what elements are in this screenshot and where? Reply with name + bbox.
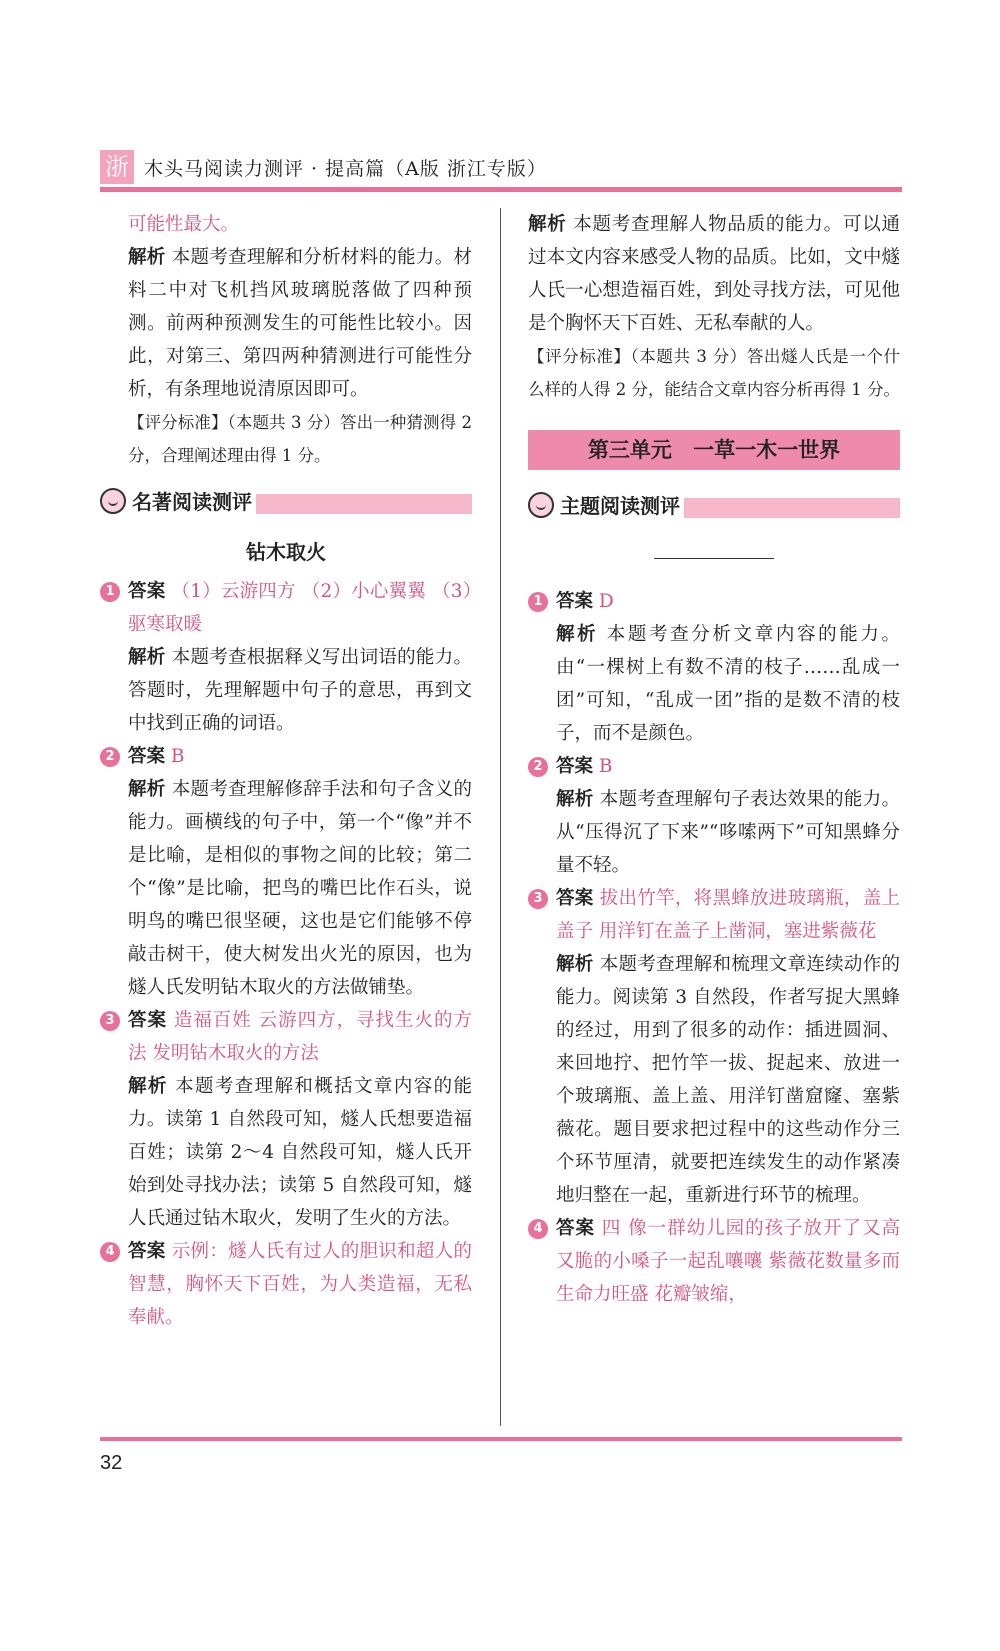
right-column <box>528 208 900 1311</box>
analysis-line <box>128 773 472 1004</box>
section-bar <box>256 494 472 514</box>
answer-text: 示例：燧人氏有过人的胆识和超人的智慧，胸怀天下百姓，为人类造福，无私奉献。 <box>128 1241 472 1328</box>
question-number: 3 <box>528 889 548 909</box>
section-title: 名著阅读测评 <box>132 490 252 514</box>
question-number: 3 <box>100 1011 120 1031</box>
section-title: 主题阅读测评 <box>560 494 680 518</box>
analysis-line <box>556 948 900 1212</box>
analysis-label: 解析 <box>556 624 599 645</box>
book-title: 木头马阅读力测评 · 提高篇（A版 浙江专版） <box>144 158 547 180</box>
analysis-line <box>128 1070 472 1235</box>
reader-icon <box>100 488 126 514</box>
answer-line <box>128 1004 472 1070</box>
analysis-label: 解析 <box>128 779 166 800</box>
answer-label: 答案 <box>556 888 594 909</box>
analysis-text: 本题考查理解修辞手法和句子含义的能力。画横线的句子中，第一个“像”并不是比喻，是相似的事物之间的比较；第二个“像”是比喻，把鸟的嘴巴比作石头，说明鸟的嘴巴很坚硬，这也是它们能够不停敲击树干，使大树发出火光的原因，也为燧人氏发明钻木取火的方法做铺垫。 <box>128 779 472 998</box>
analysis-text: 本题考查分析文章内容的能力。由“一棵树上有数不清的枝子……乱成一团”可知，“乱成一团”指的是数不清的枝子，而不是颜色。 <box>556 624 900 744</box>
question-number: 4 <box>528 1219 548 1239</box>
question-item <box>100 575 472 740</box>
page-header <box>100 150 902 192</box>
answer-line <box>556 1212 900 1311</box>
analysis-label: 解析 <box>128 247 166 268</box>
reader-icon <box>528 492 554 518</box>
scoring-standard: 【评分标准】（本题共 3 分）答出燧人氏是一个什么样的人得 2 分，能结合文章内容分析再得 1 分。 <box>528 347 900 399</box>
analysis-label: 解析 <box>528 214 567 235</box>
answer-text: B <box>170 746 185 767</box>
answer-label: 答案 <box>556 1218 595 1239</box>
question-item <box>100 740 472 1004</box>
answer-label: 答案 <box>128 1010 167 1031</box>
answer-line <box>556 882 900 948</box>
answer-label: 答案 <box>128 746 166 767</box>
answer-text: 拔出竹竿，将黑蜂放进玻璃瓶，盖上盖子 用洋钉在盖子上凿洞，塞进紫薇花 <box>556 888 900 942</box>
analysis-text: 本题考查理解和梳理文章连续动作的能力。阅读第 3 自然段，作者写捉大黑蜂的经过，用到了很多的动作：插进圆洞、来回地拧、把竹竿一拔、捉起来、放进一个玻璃瓶、盖上盖、用洋钉凿窟窿、塞紫薇花。题目要求把过程中的这些动作分三个环节厘清，就要把连续发生的动作紧凑地归整在一起，重新进行环节的梳理。 <box>556 954 900 1206</box>
question-item <box>100 1004 472 1235</box>
title-blank-line <box>654 558 774 559</box>
question-item <box>100 1235 472 1334</box>
section-heading <box>528 488 900 532</box>
section-heading <box>100 484 472 528</box>
column-divider <box>500 208 501 1426</box>
analysis-line <box>128 641 472 740</box>
answer-label: 答案 <box>128 1241 166 1262</box>
continued-analysis <box>528 208 900 340</box>
answer-text: 四 像一群幼儿园的孩子放开了又高又脆的小嗓子一起乱嚷嚷 紫薇花数量多而生命力旺盛 花瓣皱缩， <box>556 1218 900 1305</box>
answer-text: 造福百姓 云游四方，寻找生火的方法 发明钻木取火的方法 <box>128 1010 472 1064</box>
question-item <box>528 585 900 750</box>
question-number: 1 <box>100 582 120 602</box>
answer-text: D <box>598 591 614 612</box>
analysis-line <box>556 618 900 750</box>
header-rule <box>100 187 902 192</box>
answer-text: （1）云游四方 （2）小心翼翼 （3）驱寒取暖 <box>128 581 472 635</box>
answer-text: B <box>598 756 613 777</box>
footer-rule <box>100 1437 902 1441</box>
analysis-text: 本题考查理解和分析材料的能力。材料二中对飞机挡风玻璃脱落做了四种预测。前两种预测发生的可能性比较小。因此，对第三、第四两种猜测进行可能性分析，有条理地说清原因即可。 <box>128 247 472 400</box>
analysis-line <box>556 783 900 882</box>
analysis-label: 解析 <box>128 647 166 668</box>
continued-answer: 可能性最大。 <box>128 214 240 235</box>
unit-banner: 第三单元 一草一木一世界 <box>528 430 900 470</box>
answer-line <box>128 1235 472 1334</box>
question-item <box>528 882 900 1212</box>
analysis-text: 本题考查理解和概括文章内容的能力。读第 1 自然段可知，燧人氏想要造福百姓；读第 2～4 自然段可知，燧人氏开始到处寻找办法；读第 5 自然段可知，燧人氏通过钻木取火，发明了生火的方法。 <box>128 1076 472 1229</box>
analysis-label: 解析 <box>128 1076 168 1097</box>
answer-label: 答案 <box>556 756 594 777</box>
analysis-text: 本题考查根据释义写出词语的能力。答题时，先理解题中句子的意思，再到文中找到正确的词语。 <box>128 647 472 734</box>
question-number: 1 <box>528 592 548 612</box>
continued-analysis <box>100 241 472 406</box>
answer-line <box>128 740 472 773</box>
province-badge: 浙 <box>100 150 134 184</box>
answer-line <box>128 575 472 641</box>
answer-label: 答案 <box>556 591 594 612</box>
left-column <box>100 208 472 1334</box>
page-number: 32 <box>100 1452 123 1474</box>
question-item <box>528 750 900 882</box>
question-number: 4 <box>100 1242 120 1262</box>
answer-line <box>556 750 900 783</box>
answer-label: 答案 <box>128 581 166 602</box>
answer-line <box>556 585 900 618</box>
analysis-text: 本题考查理解人物品质的能力。可以通过本文内容来感受人物的品质。比如，文中燧人氏一心想造福百姓，到处寻找方法，可见他是个胸怀天下百姓、无私奉献的人。 <box>528 214 900 334</box>
article-title: 钻木取火 <box>246 540 326 564</box>
analysis-label: 解析 <box>556 954 594 975</box>
question-item <box>528 1212 900 1311</box>
analysis-label: 解析 <box>556 789 594 810</box>
analysis-text: 本题考查理解句子表达效果的能力。从“压得沉了下来”“哆嗦两下”可知黑蜂分量不轻。 <box>556 789 900 876</box>
scoring-standard: 【评分标准】（本题共 3 分）答出一种猜测得 2 分，合理阐述理由得 1 分。 <box>128 413 472 465</box>
question-number: 2 <box>528 757 548 777</box>
section-bar <box>684 498 900 518</box>
question-number: 2 <box>100 747 120 767</box>
